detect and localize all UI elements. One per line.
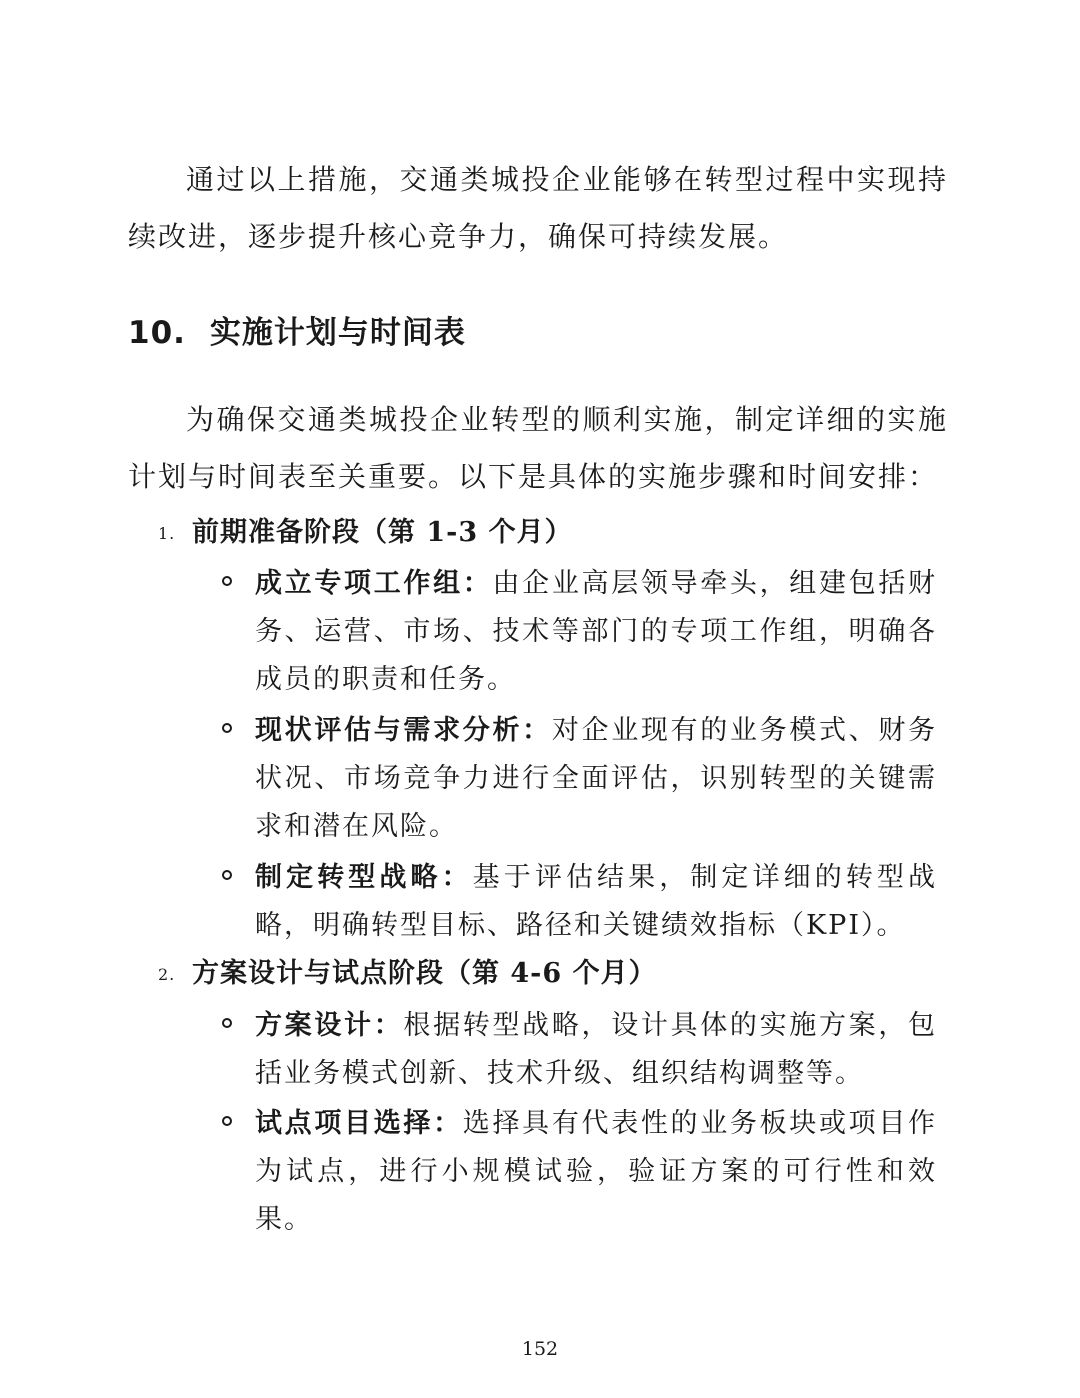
item-term: 试点项目选择： — [255, 1108, 463, 1139]
circle-bullet-icon — [222, 723, 232, 733]
phase-1-marker: 1. — [158, 523, 176, 543]
section-number: 10. — [128, 315, 186, 351]
list-item — [222, 1002, 937, 1098]
circle-bullet-icon — [222, 576, 232, 586]
list-item — [222, 1100, 937, 1244]
phase-1-title-text: 前期准备阶段（第 1-3 个月） — [192, 517, 573, 548]
item-description: 基于评估结果，制定详细的转型战略，明确转型目标、路径和关键绩效指标（KPI）。 — [255, 862, 938, 941]
intro-paragraph: 通过以上措施，交通类城投企业能够在转型过程中实现持续改进，逐步提升核心竞争力，确保可持续发展。 — [128, 163, 948, 253]
section-intro-paragraph: 为确保交通类城投企业转型的顺利实施，制定详细的实施计划与时间表至关重要。以下是具体的实施步骤和时间安排： — [128, 403, 948, 493]
circle-bullet-icon — [222, 870, 232, 880]
section-title: 实施计划与时间表 — [209, 315, 466, 351]
item-term: 制定转型战略： — [255, 862, 473, 893]
item-description: 选择具有代表性的业务板块或项目作为试点，进行小规模试验，验证方案的可行性和效果。 — [255, 1108, 938, 1235]
section-heading — [128, 308, 466, 358]
phase-2-marker: 2. — [158, 964, 176, 984]
list-item — [222, 854, 937, 950]
circle-bullet-icon — [222, 1116, 232, 1126]
phase-2-title-text: 方案设计与试点阶段（第 4-6 个月） — [192, 958, 657, 989]
item-term: 现状评估与需求分析： — [255, 715, 552, 746]
item-description: 由企业高层领导牵头，组建包括财务、运营、市场、技术等部门的专项工作组，明确各成员的职责和任务。 — [255, 568, 938, 695]
list-item — [222, 560, 937, 704]
list-item — [222, 707, 937, 851]
page-number: 152 — [521, 1338, 559, 1360]
circle-bullet-icon — [222, 1018, 232, 1028]
item-description: 对企业现有的业务模式、财务状况、市场竞争力进行全面评估，识别转型的关键需求和潜在风险。 — [255, 715, 938, 842]
item-description: 根据转型战略，设计具体的实施方案，包括业务模式创新、技术升级、组织结构调整等。 — [255, 1010, 938, 1089]
phase-1-title — [158, 513, 938, 554]
item-term: 成立专项工作组： — [255, 568, 493, 599]
item-term: 方案设计： — [255, 1010, 404, 1041]
phase-2-title — [158, 954, 938, 995]
